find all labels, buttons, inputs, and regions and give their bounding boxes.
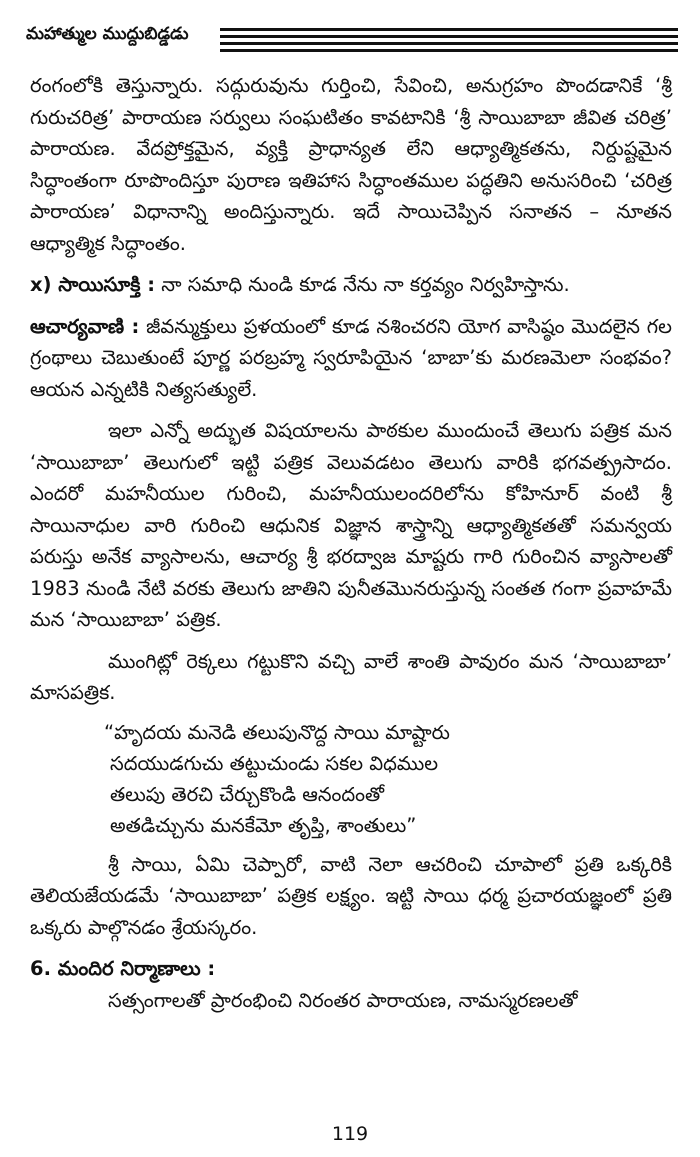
- paragraph-1: రంగంలోకి తెస్తున్నారు. సద్గురువును గుర్తించి, సేవించి, అనుగ్రహం పొందడానికే ‘శ్రీ గురుచరిత్ర’ పారాయణ సర్వులు సంఘటితం కావటానికి ‘శ్రీ సాయిబాబా జీవిత చరిత్ర’ పారాయణ. వేదప్రోక్తమైన, వ్యక్తి ప్రాధాన్యత లేని ఆధ్యాత్మికతను, నిర్దుష్టమైన సిద్ధాంతంగా రూపొందిస్తూ పురాణ ఇతిహాస సిద్ధాంతముల పద్ధతిని అనుసరించి ‘చరిత్ర పారాయణ’ విధానాన్ని అందిస్తున్నారు. ఇదే సాయిచెప్పిన సనాతన – నూతన ఆధ్యాత్మిక సిద్ధాంతం.: [30, 74, 672, 255]
- page-number: 119: [331, 1123, 369, 1145]
- paragraph-4: శ్రీ సాయి, ఏమి చెప్పారో, వాటి నెలా ఆచరించి చూపాలో ప్రతి ఒక్కరికి తెలియజేయడమే ‘సాయిబాబా’ పత్రిక లక్ష్యం. ఇట్టి సాయి ధర్మ ప్రచారయజ్ఞంలో ప్రతి ఒక్కరు పాల్గొనడం శ్రేయస్కరం.: [30, 852, 672, 939]
- poem-line: సదయుడగుచు తట్టుచుండు సకల విధముల: [110, 751, 439, 775]
- poem-line: అతడిచ్చును మనకేమో తృప్తి, శాంతులు”: [110, 813, 417, 837]
- sai-sukti-label: x) సాయిసూక్తి :: [30, 273, 156, 296]
- paragraph-2: ఇలా ఎన్నో అద్భుత విషయాలను పాఠకుల ముందుంచే తెలుగు పత్రిక మన ‘సాయిబాబా’ తెలుగులో ఇట్టి పత్రిక వెలువడటం తెలుగు వారికి భగవత్ప్రసాదం. ఎందరో మహనీయుల గురించి, మహనీయులందరిలోను కోహినూర్ వంటి శ్రీ సాయినాధుల వారి గురించి ఆధునిక విజ్ఞాన శాస్త్రాన్ని ఆధ్యాత్మికతతో సమన్వయ పరుస్తు అనేక వ్యాసాలను, ఆచార్య శ్రీ భరద్వాజ మాష్టరు గారి గురించిన వ్యాసాలతో 1983 నుండి నేటి వరకు తెలుగు జాతిని పునీతమొనరుస్తున్న సంతత గంగా ప్రవాహమే మన ‘సాయిబాబా’ పత్రిక.: [30, 419, 672, 631]
- page-body: [30, 70, 672, 1016]
- paragraph-5: సత్సంగాలతో ప్రారంభించి నిరంతర పారాయణ, నామస్మరణలతో: [108, 988, 578, 1012]
- acharyavani-label: ఆచార్యవాణి :: [30, 314, 140, 338]
- sai-sukti-text: నా సమాధి నుండి కూడ నేను నా కర్తవ్యం నిర్వహిస్తాను.: [155, 273, 570, 296]
- header-rule-lines: [220, 28, 678, 56]
- poem-line: తలుపు తెరచి చేర్చుకొండి ఆనందంతో: [110, 782, 385, 806]
- acharyavani-text: జీవన్ముక్తులు ప్రళయంలో కూడ నశించరని యోగ వాసిష్ఠం మొదలైన గల గ్రంథాలు చెబుతుంటే పూర్ణ పరబ్రహ్మ స్వరూపియైన ‘బాబా’కు మరణమెలా సంభవం? ఆయన ఎన్నటికి నిత్యసత్యులే.: [30, 314, 672, 401]
- running-header: [22, 18, 678, 52]
- acharyavani-paragraph: [30, 311, 672, 406]
- poem-block: [104, 717, 672, 841]
- header-title: మహాత్ముల ముద్దుబిడ్డడు: [26, 24, 189, 44]
- section-heading: 6. మందిర నిర్మాణాలు :: [30, 957, 216, 980]
- poem-line: “హృదయ మనెడి తలుపునొద్ద సాయి మాష్టారు: [104, 720, 450, 744]
- sai-sukti-line: [30, 269, 672, 301]
- paragraph-3: ముంగిట్లో రెక్కలు గట్టుకొని వచ్చి వాలే శాంతి పావురం మన ‘సాయిబాబా’ మాసపత్రిక.: [30, 649, 672, 704]
